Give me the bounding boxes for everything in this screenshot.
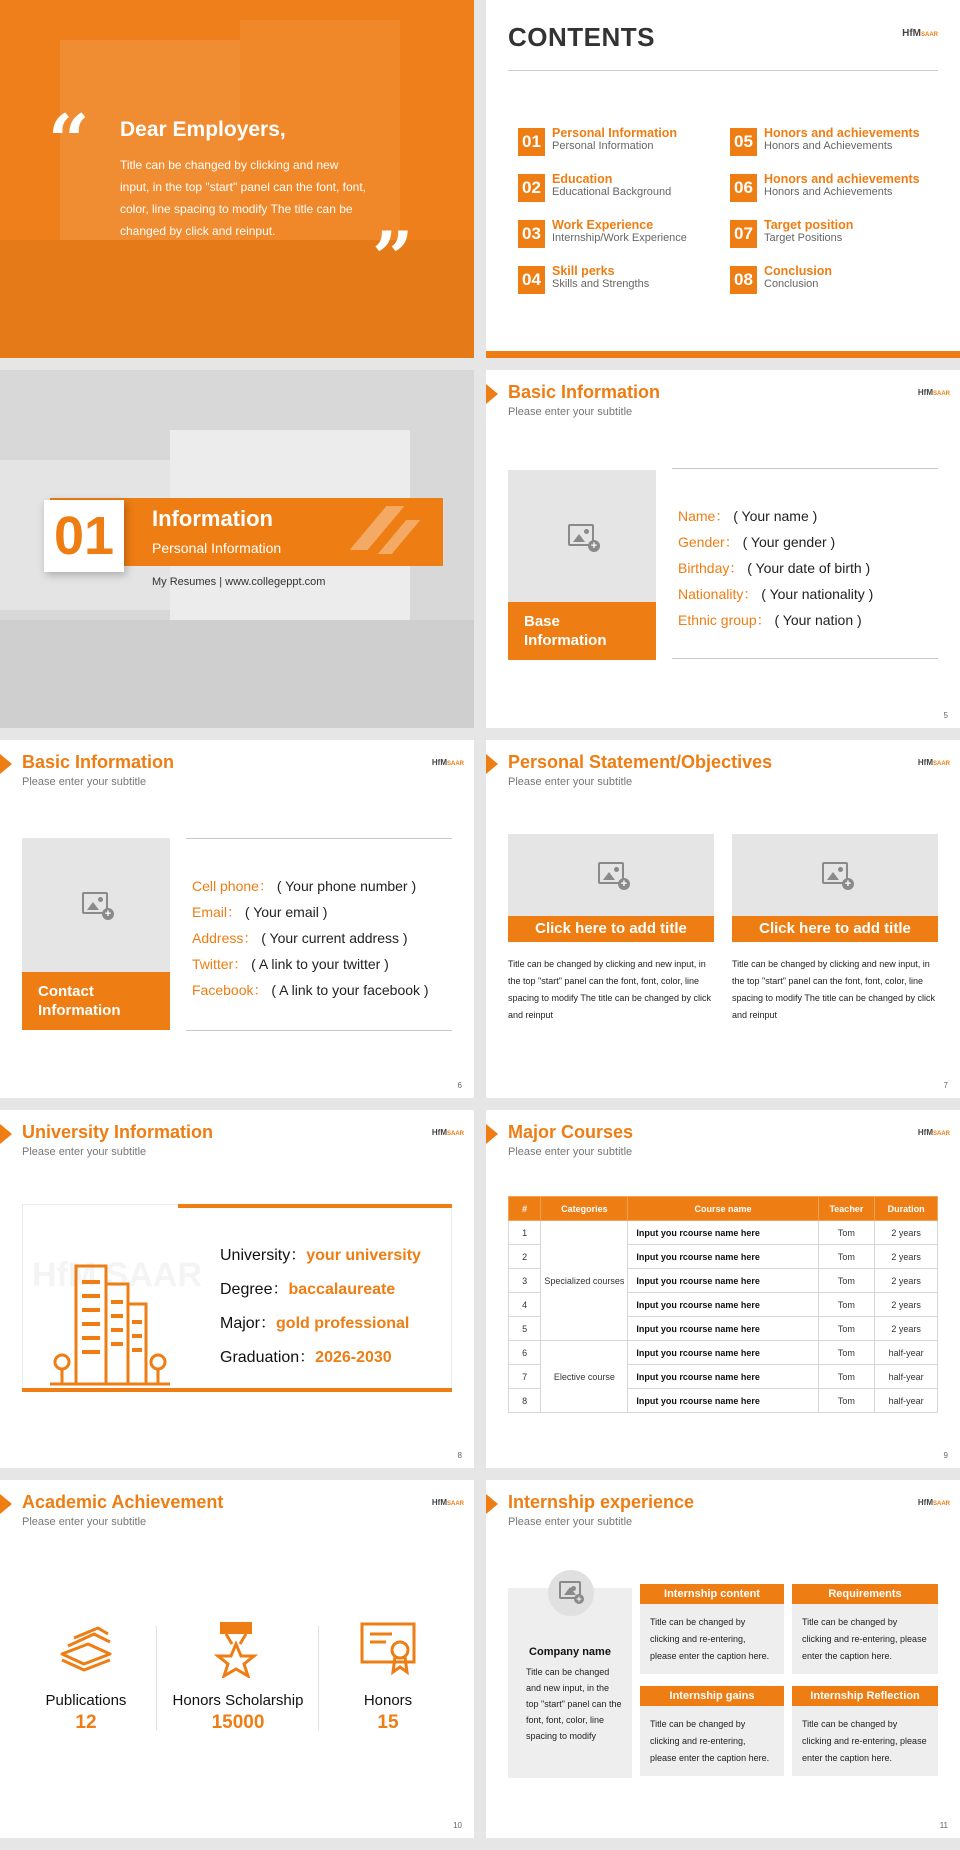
achievement-value: 15000 [211, 1712, 265, 1733]
title-marker-icon [0, 754, 12, 774]
item-subtitle: Target Positions [764, 232, 843, 244]
certificate-icon [360, 1620, 416, 1676]
slide-title: Dear Employers, [120, 118, 286, 141]
slide-title: Academic Achievement [22, 1492, 224, 1512]
item-title: Work Experience [552, 218, 654, 232]
duration: half-year [875, 1341, 938, 1365]
duration: 2 years [875, 1221, 938, 1245]
item-title: Honors and achievements [764, 126, 920, 140]
row-number: 6 [509, 1341, 541, 1365]
item-number: 06 [730, 174, 757, 202]
item-subtitle: Educational Background [552, 186, 672, 198]
slide-title: Personal Statement/Objectives [508, 752, 773, 772]
slide-basic-information[interactable] [486, 370, 960, 728]
category-cell: Elective course [541, 1341, 628, 1413]
brand-logo: HfMSAAR [917, 758, 950, 767]
slide-contents[interactable] [486, 0, 960, 358]
item-title: Skill perks [552, 264, 615, 278]
teacher: Tom [818, 1389, 875, 1413]
item-subtitle: Conclusion [764, 278, 819, 290]
slide-title: University Information [22, 1122, 214, 1142]
info-field: Nationality： ( Your nationality ) [678, 586, 874, 602]
item-subtitle: Skills and Strengths [552, 278, 650, 290]
row-number: 2 [509, 1245, 541, 1269]
slide-body-text: Title can be changed by clicking and new input, in the top "start" panel can the font, font, color, line spacing to modify The title can be changed by click and reinput. [120, 158, 367, 238]
internship-box-title: Internship content [640, 1584, 784, 1604]
page-number: 8 [457, 1451, 462, 1460]
title-marker-icon [0, 1124, 12, 1144]
section-title: Information [152, 506, 273, 531]
contents-item[interactable] [730, 124, 930, 160]
open-quote-icon: “ [48, 98, 90, 183]
brand-logo: HfMSAAR [902, 28, 938, 39]
slide-cover-letter[interactable] [0, 0, 474, 358]
item-subtitle: Internship/Work Experience [552, 232, 687, 244]
course-name: Input you rcourse name here [628, 1389, 818, 1413]
photo-placeholder[interactable] [22, 838, 170, 972]
contents-item[interactable] [518, 216, 718, 252]
table-header-row [509, 1197, 938, 1221]
page-number: 10 [453, 1821, 462, 1830]
watermark: HfM SAAR [32, 1256, 202, 1294]
contents-item[interactable] [730, 262, 930, 298]
medal-icon [214, 1620, 258, 1678]
contents-item[interactable] [518, 124, 718, 160]
card-title[interactable]: Click here to add title [732, 916, 938, 942]
title-marker-icon [486, 1124, 498, 1144]
table-row [509, 1341, 938, 1365]
add-image-icon: + [102, 908, 114, 920]
achievement-label: Honors Scholarship [172, 1692, 304, 1709]
item-title: Personal Information [552, 126, 678, 140]
info-field: Cell phone： ( Your phone number ) [192, 878, 417, 894]
building-icon [50, 1262, 170, 1388]
courses-table [508, 1196, 938, 1413]
info-field: Ethnic group： ( Your nation ) [678, 612, 862, 628]
course-name: Input you rcourse name here [628, 1245, 818, 1269]
divider [672, 468, 938, 469]
internship-box-title: Requirements [792, 1584, 938, 1604]
course-name: Input you rcourse name here [628, 1365, 818, 1389]
item-title: Honors and achievements [764, 172, 920, 186]
add-image-icon: + [618, 878, 630, 890]
card-text: Title can be changed by clicking and new input, in the top "start" panel can the font, font, color, line spacing to modify The title can be changed by click and reinput [508, 959, 711, 1020]
item-number: 01 [518, 128, 545, 156]
duration: 2 years [875, 1317, 938, 1341]
item-number: 08 [730, 266, 757, 294]
course-name: Input you rcourse name here [628, 1341, 818, 1365]
slide-major-courses[interactable] [486, 1110, 960, 1468]
row-number: 5 [509, 1317, 541, 1341]
photo-placeholder[interactable] [732, 834, 938, 916]
table-row [509, 1221, 938, 1245]
course-name: Input you rcourse name here [628, 1317, 818, 1341]
major-row: Major：gold professional [220, 1315, 410, 1332]
duration: 2 years [875, 1269, 938, 1293]
item-number: 05 [730, 128, 757, 156]
info-field: Gender： ( Your gender ) [678, 534, 836, 550]
slide-title: Internship experience [508, 1492, 695, 1512]
row-number: 8 [509, 1389, 541, 1413]
item-number: 02 [518, 174, 545, 202]
brand-logo: HfMSAAR [431, 1498, 464, 1507]
title-marker-icon [486, 1494, 498, 1514]
teacher: Tom [818, 1245, 875, 1269]
slide-section-divider[interactable] [0, 370, 474, 728]
internship-box-text: Title can be changed by clicking and re-entering, please enter the caption here. [792, 1604, 938, 1674]
section-subtitle: Personal Information [152, 540, 282, 556]
add-image-icon: + [588, 540, 600, 552]
company-text: Title can be changed and new input, in the top "start" panel can the font, font, color, line spacing to modify [526, 1667, 622, 1741]
info-field: Facebook： ( A link to your facebook ) [192, 982, 429, 998]
internship-box-title: Internship gains [640, 1686, 784, 1706]
add-image-icon: + [574, 1594, 584, 1604]
slide-title: Basic Information [508, 382, 661, 402]
info-field: Address： ( Your current address ) [192, 930, 408, 946]
internship-box-text: Title can be changed by clicking and re-entering, please enter the caption here. [792, 1706, 938, 1776]
books-icon [58, 1624, 114, 1672]
column-header: # [509, 1197, 541, 1221]
info-field: Name： ( Your name ) [678, 508, 818, 524]
photo-placeholder[interactable] [508, 834, 714, 916]
column-header: Teacher [818, 1197, 875, 1221]
info-field: Email： ( Your email ) [192, 904, 328, 920]
teacher: Tom [818, 1365, 875, 1389]
card-text: Title can be changed by clicking and new input, in the top "start" panel can the font, font, color, line spacing to modify The title can be changed by click and reinput [732, 959, 935, 1020]
duration: half-year [875, 1389, 938, 1413]
accent-bar [22, 1388, 452, 1392]
company-name: Company name [529, 1646, 611, 1658]
course-name: Input you rcourse name here [628, 1269, 818, 1293]
background-ground [0, 620, 474, 728]
item-number: 04 [518, 266, 545, 294]
photo-placeholder[interactable] [508, 470, 656, 602]
contents-item[interactable] [518, 262, 718, 298]
title-marker-icon [486, 384, 498, 404]
slide-subtitle: Please enter your subtitle [22, 1516, 147, 1528]
info-field: Twitter： ( A link to your twitter ) [192, 956, 389, 972]
page-number: 11 [939, 1821, 948, 1830]
internship-box-text: Title can be changed by clicking and re-entering, please enter the caption here. [640, 1604, 784, 1674]
item-subtitle: Personal Information [552, 140, 654, 152]
row-number: 7 [509, 1365, 541, 1389]
photo-caption: Contact Information [22, 972, 170, 1030]
slide-subtitle: Please enter your subtitle [22, 1146, 147, 1158]
divider [508, 70, 938, 71]
duration: 2 years [875, 1245, 938, 1269]
slide-subtitle: Please enter your subtitle [508, 406, 633, 418]
brand-logo: HfMSAAR [917, 388, 950, 397]
brand-logo: HfMSAAR [917, 1498, 950, 1507]
divider [186, 1030, 452, 1031]
brand-logo: HfMSAAR [431, 1128, 464, 1137]
item-subtitle: Honors and Achievements [764, 140, 893, 152]
course-name: Input you rcourse name here [628, 1293, 818, 1317]
graduation-row: Graduation：2026-2030 [220, 1349, 392, 1366]
add-image-icon: + [842, 878, 854, 890]
contents-item[interactable] [730, 170, 930, 206]
teacher: Tom [818, 1317, 875, 1341]
slide-subtitle: Please enter your subtitle [508, 1516, 633, 1528]
page-number: 9 [943, 1451, 948, 1460]
item-number: 07 [730, 220, 757, 248]
slide-subtitle: Please enter your subtitle [22, 776, 147, 788]
slide-title: Major Courses [508, 1122, 634, 1142]
row-number: 3 [509, 1269, 541, 1293]
page-number: 5 [943, 711, 948, 720]
contents-item[interactable] [730, 216, 930, 252]
slide-contact-information[interactable] [0, 740, 474, 1098]
contents-item[interactable] [518, 170, 718, 206]
internship-box-text: Title can be changed by clicking and re-entering, please enter the caption here. [640, 1706, 784, 1776]
close-quote-icon: ” [372, 215, 414, 300]
university-row: University：your university [220, 1247, 421, 1264]
column-header: Course name [628, 1197, 818, 1221]
slide-personal-statement[interactable] [486, 740, 960, 1098]
section-number: 01 [44, 500, 124, 572]
page-number: 6 [457, 1081, 462, 1090]
slide-university-information[interactable] [0, 1110, 474, 1468]
degree-row: Degree：baccalaureate [220, 1281, 396, 1298]
row-number: 1 [509, 1221, 541, 1245]
slide-title: Basic Information [22, 752, 175, 772]
item-number: 03 [518, 220, 545, 248]
category-cell: Specialized courses [541, 1221, 628, 1341]
row-number: 4 [509, 1293, 541, 1317]
card-title[interactable]: Click here to add title [508, 916, 714, 942]
company-photo-placeholder[interactable] [548, 1570, 594, 1616]
teacher: Tom [818, 1293, 875, 1317]
item-subtitle: Honors and Achievements [764, 186, 893, 198]
achievement-label: Honors [363, 1692, 413, 1709]
photo-caption: Base Information [508, 602, 656, 660]
brand-logo: HfMSAAR [431, 758, 464, 767]
slide-subtitle: Please enter your subtitle [508, 1146, 633, 1158]
column-header: Duration [875, 1197, 938, 1221]
column-header: Categories [541, 1197, 628, 1221]
brand-logo: HfMSAAR [917, 1128, 950, 1137]
slide-academic-achievement[interactable] [0, 1480, 474, 1838]
achievement-value: 12 [75, 1712, 97, 1733]
course-name: Input you rcourse name here [628, 1221, 818, 1245]
bottom-accent-bar [486, 351, 960, 358]
contents-title: CONTENTS [508, 22, 655, 52]
item-title: Conclusion [764, 264, 833, 278]
teacher: Tom [818, 1341, 875, 1365]
teacher: Tom [818, 1269, 875, 1293]
slide-subtitle: Please enter your subtitle [508, 776, 633, 788]
page-number: 7 [943, 1081, 948, 1090]
info-field: Birthday： ( Your date of birth ) [678, 560, 871, 576]
achievement-label: Publications [45, 1692, 127, 1709]
duration: 2 years [875, 1293, 938, 1317]
item-title: Education [552, 172, 613, 186]
section-footer: My Resumes | www.collegeppt.com [152, 576, 326, 588]
divider [186, 838, 452, 839]
item-title: Target position [764, 218, 854, 232]
achievement-value: 15 [377, 1712, 399, 1733]
title-marker-icon [486, 754, 498, 774]
divider [156, 1626, 157, 1730]
teacher: Tom [818, 1221, 875, 1245]
accent-bar [178, 1204, 452, 1208]
duration: half-year [875, 1365, 938, 1389]
title-marker-icon [0, 1494, 12, 1514]
slide-internship-experience[interactable] [486, 1480, 960, 1838]
internship-box-title: Internship Reflection [792, 1686, 938, 1706]
divider [672, 658, 938, 659]
